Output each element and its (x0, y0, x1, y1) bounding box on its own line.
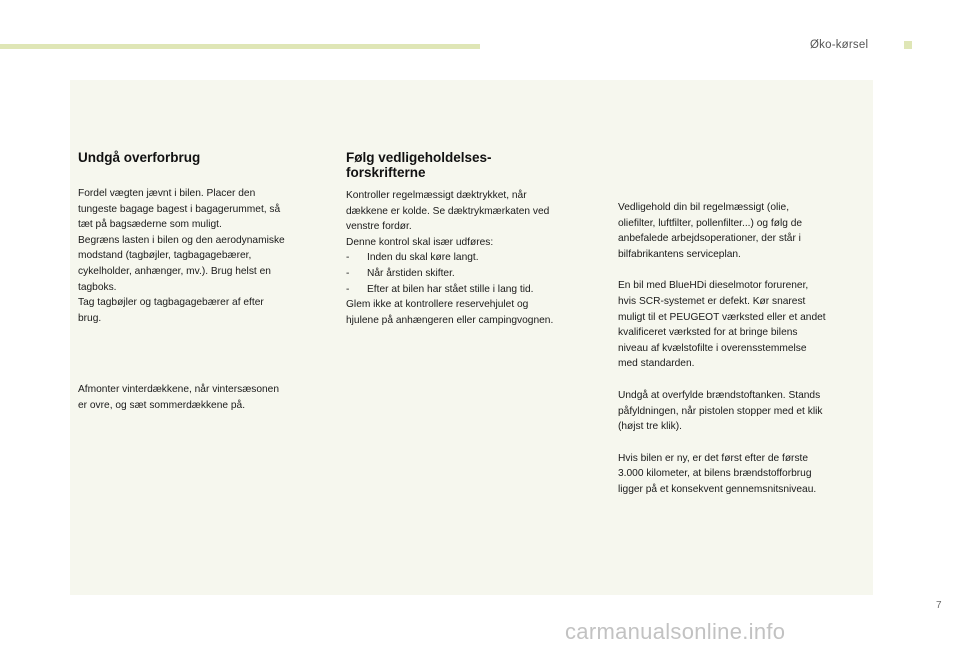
column-maintenance (346, 150, 601, 328)
page-number: 7 (936, 600, 942, 611)
list-item: - Efter at bilen har stået stille i lang tid. (346, 283, 534, 295)
list-item: - Inden du skal køre langt. (346, 252, 479, 264)
paragraph-fuel-tank: Undgå at overfylde brændstoftanken. Stands påfyldningen, når pistolen stopper med et klik (højst tre klik). (618, 389, 823, 433)
paragraph-new-car: Hvis bilen er ny, er det først efter de første 3.000 kilometer, at bilens brændstofforbrug ligger på et konsekvent gennemsnitsniveau. (618, 452, 817, 495)
watermark-text: carmanualsonline.info (565, 619, 786, 644)
list-item: - Når årstiden skifter. (346, 267, 455, 279)
heading-maintenance: Følg vedligeholdelses- forskrifterne (346, 150, 492, 180)
paragraph-tyre-pressure: Kontroller regelmæssigt dæktrykket, når dækkene er kolde. Se dæktrykmærkaten ved venstre fordør. Denne kontrol skal især udføres: (346, 190, 550, 248)
paragraph-service-plan: Vedligehold din bil regelmæssigt (olie, oliefilter, luftfilter, pollenfilter...) og følg de anbefalede arbejdsoperationer, der står i bilfabrikantens serviceplan. (618, 202, 803, 260)
paragraph-spare-wheel: Glem ikke at kontrollere reservehjulet og hjulene på anhængeren eller campingvognen. (346, 299, 554, 326)
header-accent-bar (0, 44, 480, 49)
section-title: Øko-kørsel (810, 39, 869, 51)
column-maintenance-continued (618, 200, 873, 498)
heading-avoid-overconsumption: Undgå overforbrug (78, 150, 201, 165)
header-square-marker (904, 41, 912, 49)
column-avoid-overconsumption (78, 150, 328, 414)
paragraph-bluehdi: En bil med BlueHDi dieselmotor forurener, hvis SCR-systemet er defekt. Kør snarest muligt til et PEUGEOT værksted eller et andet kvalificeret værksted for at bringe bilens niveau af kvælstofilte i overensstemmelse med standarden. (618, 280, 826, 370)
paragraph-winter-tyres: Afmonter vinterdækkene, når vintersæsonen er ovre, og sæt sommerdækkene på. (78, 384, 280, 411)
paragraph-load-distribution: Fordel vægten jævnt i bilen. Placer den tungeste bagage bagest i bagagerummet, så tæt på bagsæderne som muligt. Begræns lasten i bilen og den aerodynamiske modstand (tagbøjler, tagbagagebærer, cykelholder, anhænger, mv.). Brug helst en tagboks. Tag tagbøjler og tagbagagebærer af efter brug. (78, 188, 285, 324)
